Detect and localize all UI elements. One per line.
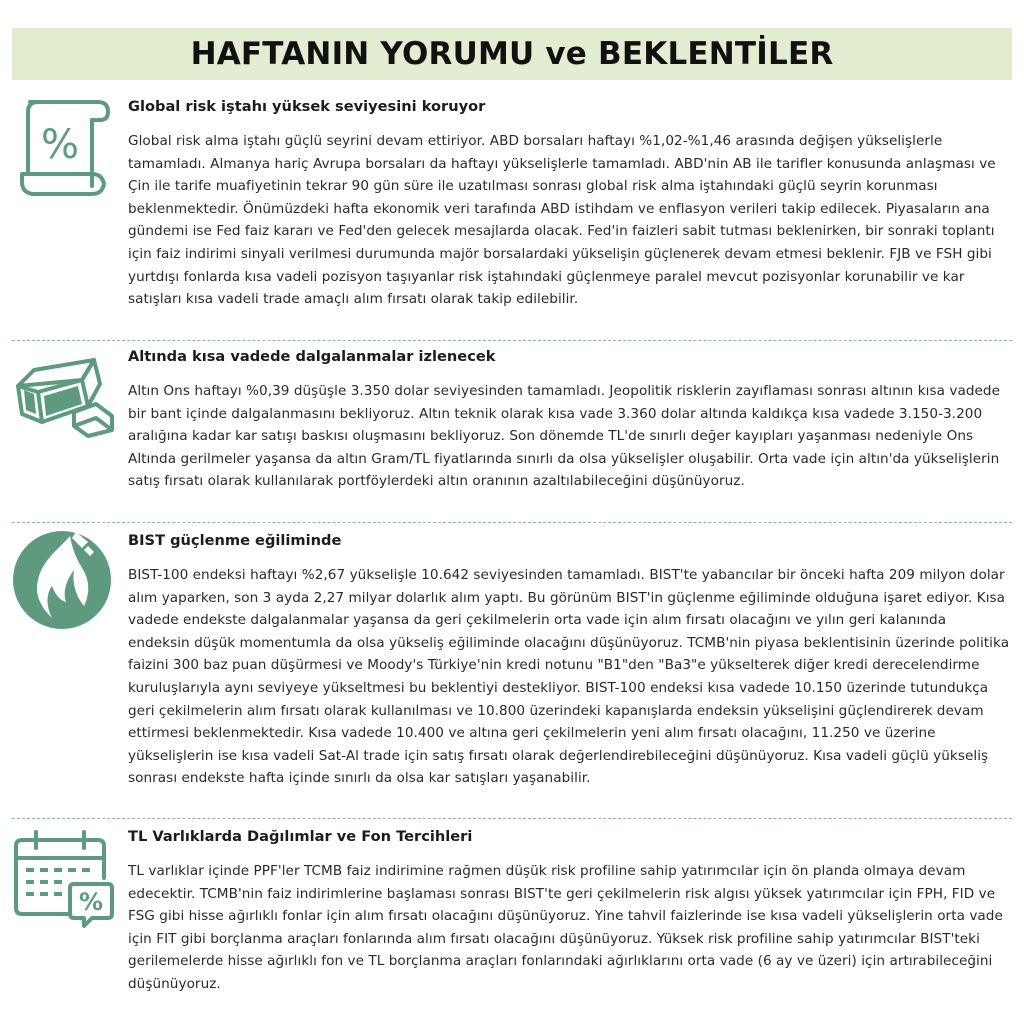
section-divider (12, 522, 1012, 523)
page-title: HAFTANIN YORUMU ve BEKLENTİLER (190, 36, 834, 72)
section-body: Global risk alma iştahı güçlü seyrini devam ettiriyor. ABD borsaları haftayı %1,02-%1,46 arasında değişen yükselişlerle tamamladı. Almanya hariç Avrupa borsaları da haftayı yükselişlerle tamamladı. ABD'nin AB ile tarifler konusunda anlaşması ve Çin ile tarife muafiyetinin tekrar 90 gün süre ile uzatılması sonrası global risk alma iştahındaki güçlü seyrin korunması beklenmektedir. Önümüzdeki hafta ekonomik veri tarafında ABD istihdam ve enflasyon verileri takip edilecek. Piyasaların ana gündemi ise Fed faiz kararı ve Fed'den gelecek mesajlarda olacak. Fed'in faizleri sabit tutması beklenirken, bir sonraki toplantı için faiz indirimi sinyali verilmesi durumunda majör borsalardaki yükselişin güçlenerek devam etmesi beklenir. FJB ve FSH gibi yurtdışı fonlarda kısa vadeli pozisyon taşıyanlar risk iştahındaki güçlenmeye paralel mevcut pozisyonlar korunabilir ve kar satışları kısa vadeli trade amaçlı alım fırsatı olarak takip edilebilir. (128, 133, 996, 308)
section-global-risk (12, 96, 1012, 336)
title-banner (12, 28, 1012, 80)
section-divider (12, 818, 1012, 819)
section-tl-assets (12, 826, 1012, 1006)
svg-text:%: % (78, 888, 104, 916)
section-heading: TL Varlıklarda Dağılımlar ve Fon Tercihleri (128, 828, 473, 845)
section-heading: Altında kısa vadede dalgalanmalar izlenecek (128, 348, 496, 365)
section-content (128, 530, 1012, 790)
gold-bars-icon (12, 352, 116, 442)
calendar-percent-icon (12, 828, 116, 932)
section-content (128, 96, 1012, 311)
bist-emblem-icon (12, 530, 112, 634)
section-heading: Global risk iştahı yüksek seviyesini koruyor (128, 98, 486, 115)
percent-document-icon (12, 96, 112, 204)
section-heading: BIST güçlenme eğiliminde (128, 532, 342, 549)
section-body: BIST-100 endeksi haftayı %2,67 yükselişle 10.642 seviyesinden tamamladı. BIST'te yabancılar bir önceki hafta 209 milyon dolar alım yaparken, son 3 ayda 2,27 milyar dolarlık alım yaptı. Bu görünüm BIST'in güçlenme eğiliminde olduğuna işaret ediyor. Kısa vadede endekste dalgalanmalar yaşansa da geri çekilmelerin orta vade için alım fırsatı olacağını ve yılın geri kalanında endeksin düşük momentumla da olsa yükseliş eğiliminde olacağını düşünüyoruz. TCMB'nin piyasa beklentisinin üzerinde politika faizini 300 baz puan düşürmesi ve Moody's Türkiye'nin kredi notunu "B1"den "Ba3"e yükselterek diğer kredi derecelendirme kuruluşlarıyla aynı seviyeye yükseltmesi bu beklentiyi destekliyor. BIST-100 endeksi kısa vadede 10.150 üzerinde tutundukça geri çekilmelerin alım fırsatı olarak kullanılması ve 10.800 üzerindeki kapanışlarda endeksin yükselişini güçlendirerek devam ettirmesi beklenmektedir. Kısa vadede 10.400 ve altına geri çekilmelerin yeni alım fırsatı olacağını, 11.250 ve üzerine yükselişlerin ise kısa vadeli Sat-Al trade için satış fırsatı olarak değerlendirebileceğini düşünüyoruz. Kısa vadeli güçlü yükseliş sonrası endekste hafta içinde sınırlı da olsa kar satışları yaşanabilir. (128, 567, 1010, 787)
section-body: TL varlıklar içinde PPF'ler TCMB faiz indirimine rağmen düşük risk profiline sahip yatırımcılar için ön planda olmaya devam edecektir. TCMB'nin faiz indirimlerine başlaması sonrası BIST'te geri çekilmelerin risk algısı yüksek yatırımcılar için FPH, FID ve FSG gibi hisse ağırlıklı fonlar için alım fırsatı olacağını düşünüyoruz. Yine tahvil faizlerinde ise kısa vadeli yükselişlerin orta vade için FIT gibi borçlanma araçları fonlarında alım fırsatı olacağını düşünüyoruz. Yüksek risk profiline sahip yatırımcılar BIST'teki gerilemelerde hisse ağırlıklı fon ve TL borçlanma araçları fonlarındaki ağırlıklarını orta vade (6 ay ve üzeri) için artırabileceğini düşünüyoruz. (128, 863, 1003, 992)
section-content (128, 346, 1012, 493)
section-body: Altın Ons haftayı %0,39 düşüşle 3.350 dolar seviyesinden tamamladı. Jeopolitik risklerin zayıflaması sonrası altının kısa vadede bir bant içinde dalgalanmasını bekliyoruz. Altın teknik olarak kısa vade 3.360 dolar altında kaldıkça kısa vadede 3.150-3.200 aralığına kadar kar satışı baskısı oluşmasını bekliyoruz. Son dönemde TL'de sınırlı değer kayıpları yaşanması nedeniyle Ons Altında gerilmeler yaşansa da altın Gram/TL fiyatlarında sınırlı da olsa yükselişler oluşabilir. Orta vade için altın'da yükselişlerin satış fırsatı olarak kullanılarak portföylerdeki altın oranının azaltılabileceğini düşünüyoruz. (128, 383, 1001, 490)
svg-text:%: % (40, 122, 80, 168)
section-gold (12, 346, 1012, 516)
section-content (128, 826, 1012, 996)
section-bist (12, 530, 1012, 814)
section-divider (12, 340, 1012, 341)
